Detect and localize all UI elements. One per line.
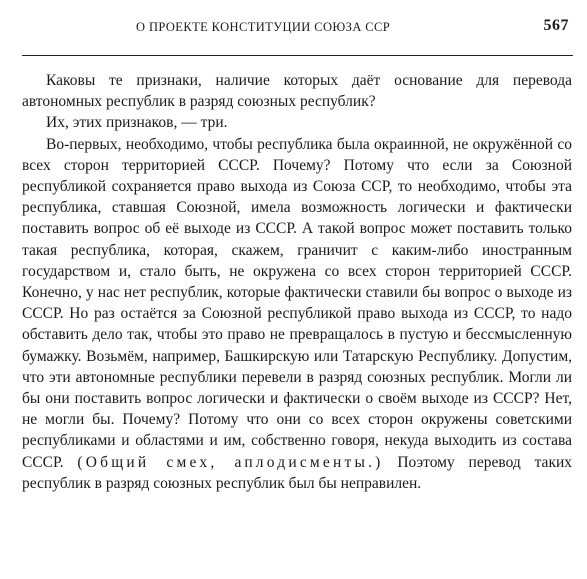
- paragraph-2: Их, этих признаков, — три.: [46, 114, 228, 132]
- header-rule: [22, 55, 573, 56]
- audience-remark: (Общий смех, аплодисменты.): [77, 453, 384, 471]
- running-title: О ПРОЕКТЕ КОНСТИТУЦИИ СОЮЗА ССР: [136, 20, 391, 34]
- running-header: [24, 17, 569, 42]
- paragraph-1: Каковы те признаки, наличие которых даёт основание для перевода автономных республик в разряд союзных республик?: [22, 72, 572, 111]
- page-number: 567: [543, 17, 569, 34]
- paragraph-3: [22, 134, 572, 494]
- body-text: [22, 70, 572, 494]
- paragraph-3-end: Поэтому перевод таких республик в разряд союзных республик был бы неправилен.: [22, 453, 573, 492]
- paragraph-3-main: Во-первых, необходимо, чтобы республика была окраинной, не окружённой со всех сторон территорией СССР. Почему? Потому что если за Союзной республикой сохраняется право выхода из Союза ССР, то необходимо, чтобы эта республика, ставшая Союзной, имела возможность логически и фактически поставить вопрос об её выходе из СССР. А такой вопрос может поставить только такая республика, которая, скажем, граничит с каким-либо иностранным государством и, стало быть, не окружена со всех сторон территорией СССР. Конечно, у нас нет республик, которые фактически ставили бы вопрос о выходе из СССР. Но раз остаётся за Союзной республикой право выхода из СССР, то надо обставить дело так, чтобы это право не превращалось в пустую и бессмысленную бумажку. Возьмём, например, Башкирскую или Татарскую Республику. Допустим, что эти автономные республики перевели в разряд союзных республик. Могли ли бы они поставить вопрос логически и фактически о своём выходе из СССР? Нет, не могли бы. Почему? Потому что они со всех сторон окружены советскими республиками и областями и им, собственно говоря, некуда выходить из состава СССР.: [22, 135, 572, 471]
